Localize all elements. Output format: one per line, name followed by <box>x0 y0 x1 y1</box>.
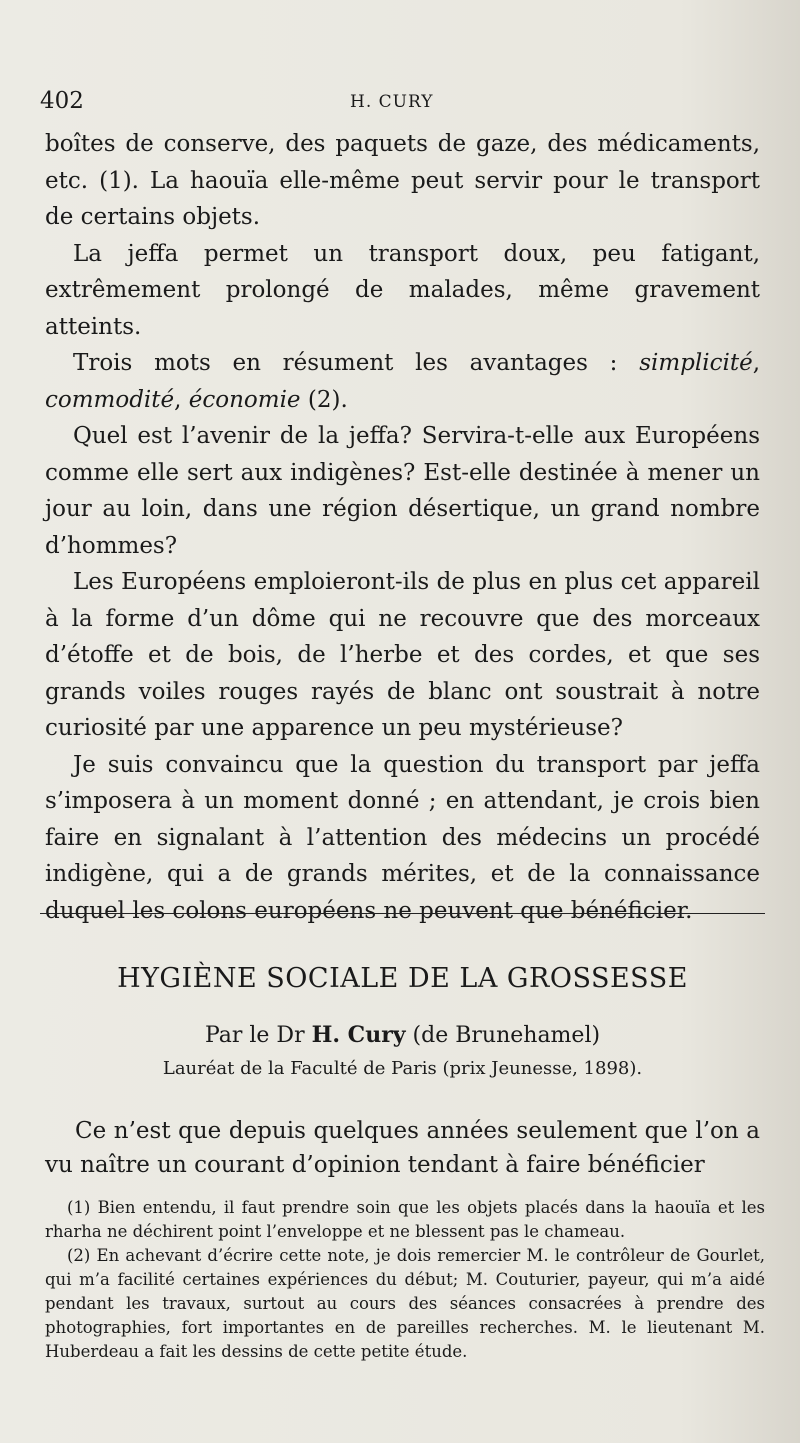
paragraph-3-end: (2). <box>300 386 348 413</box>
byline <box>40 1022 765 1048</box>
intro-paragraph: Ce n’est que depuis quelques années seulement que l’on a vu naître un courant d’opinion tendant à faire bénéficier <box>45 1118 760 1178</box>
footnotes <box>45 1196 765 1364</box>
author-name: H. Cury <box>311 1022 406 1048</box>
body-text <box>45 126 760 929</box>
article-intro <box>45 1114 760 1182</box>
section-divider <box>40 913 765 914</box>
separator-2: , <box>174 386 189 413</box>
running-head <box>40 82 765 118</box>
author-affiliation: Lauréat de la Faculté de Paris (prix Jeunesse, 1898). <box>162 1058 643 1079</box>
paragraph-6: Je suis convaincu que la question du transport par jeffa s’imposera à un moment donné ; en attendant, je crois bien faire en signalant à l’attention des médecins un procédé indigène, qui a de grands mérites, et de la connaissance duquel les colons européens ne peuvent que bénéficier. <box>45 751 760 924</box>
paragraph-3-start: Trois mots en résument les avantages : <box>73 350 640 376</box>
byline-suffix: (de Brunehamel) <box>405 1023 601 1048</box>
header-author: H. CURY <box>350 92 434 112</box>
article-title: HYGIÈNE SOCIALE DE LA GROSSESSE <box>117 963 688 994</box>
page-number: 402 <box>40 88 84 114</box>
separator-1: , <box>752 350 760 376</box>
italic-simplicite: simplicité <box>639 350 753 376</box>
paragraph-1: boîtes de conserve, des paquets de gaze, des médicaments, etc. (1). La haouïa elle-même peut servir pour le transport de certains objets. <box>45 131 760 230</box>
byline-prefix: Par le Dr <box>204 1023 312 1048</box>
paragraph-2: La jeffa permet un transport doux, peu fatigant, extrêmement prolongé de malades, même gravement atteints. <box>45 240 760 340</box>
paragraph-5: Les Européens emploieront-ils de plus en plus cet appareil à la forme d’un dôme qui ne recouvre que des morceaux d’étoffe et de bois, de l’herbe et des cordes, et que ses grands voiles rouges rayés de blanc ont soustrait à notre curiosité par une apparence un peu mystérieuse? <box>45 569 760 741</box>
paragraph-3 <box>45 345 760 418</box>
paragraph-4: Quel est l’avenir de la jeffa? Servira-t-elle aux Européens comme elle sert aux indigènes? Est-elle destinée à mener un jour au loin, dans une région désertique, un grand nombre d’hommes? <box>45 423 760 559</box>
footnote-1: (1) Bien entendu, il faut prendre soin que les objets placés dans la haouïa et les rharha ne déchirent point l’enveloppe et ne blessent pas le chameau. <box>45 1198 765 1241</box>
italic-commodite: commodité <box>45 386 175 413</box>
footnote-2: (2) En achevant d’écrire cette note, je dois remercier M. le contrôleur de Gourlet, qui m’a facilité certaines expériences du début; M. Couturier, payeur, qui m’a aidé pendant les travaux, surtout au cours des séances consacrées à prendre des photographies, fort importantes en de pareilles recherches. M. le lieutenant M. Huberdeau a fait les dessins de cette petite étude. <box>45 1246 765 1361</box>
italic-economie: économie <box>188 386 301 413</box>
